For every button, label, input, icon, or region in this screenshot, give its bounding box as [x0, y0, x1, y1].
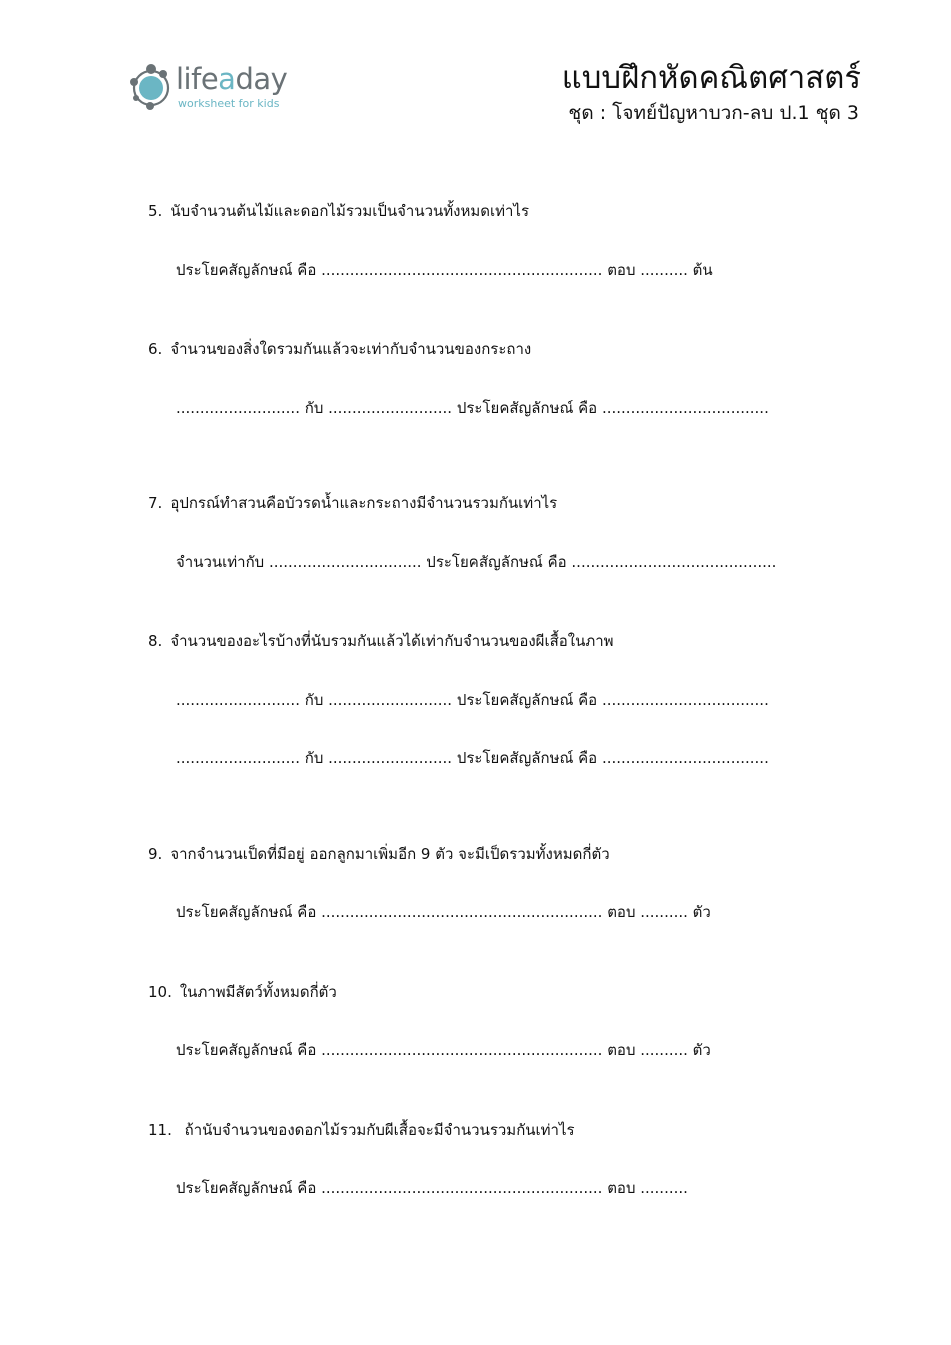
logo-wordmark — [176, 62, 287, 96]
question-text: จำนวนของอะไรบ้างที่นับรวมกันแล้วได้เท่ากับจำนวนของผีเสื้อในภาพ — [170, 632, 614, 650]
question-8 — [148, 631, 614, 651]
question-text: จากจำนวนเป็ดที่มีอยู่ ออกลูกมาเพิ่มอีก 9 ตัว จะมีเป็ดรวมทั้งหมดกี่ตัว — [170, 845, 610, 863]
question-number: 10. — [148, 983, 172, 1001]
answer-line: ประโยคสัญลักษณ์ คือ ........................................................... ตอบ .......... — [176, 1179, 688, 1197]
worksheet-subtitle: ชุด : โจทย์ปัญหาบวก-ลบ ป.1 ชุด 3 — [568, 102, 859, 124]
question-11 — [148, 1120, 575, 1140]
question-10 — [148, 982, 337, 1002]
answer-line: .......................... กับ .......................... ประโยคสัญลักษณ์ คือ ................................... — [176, 749, 769, 767]
answer-line: .......................... กับ .......................... ประโยคสัญลักษณ์ คือ ................................... — [176, 399, 769, 417]
question-number: 8. — [148, 632, 163, 650]
answer-line: จำนวนเท่ากับ ................................ ประโยคสัญลักษณ์ คือ ........................................... — [176, 553, 777, 571]
question-text: อุปกรณ์ทำสวนคือบัวรดน้ำและกระถางมีจำนวนรวมกันเท่าไร — [170, 494, 558, 512]
logo-wordmark-suffix: day — [235, 62, 288, 96]
question-6 — [148, 339, 531, 359]
question-5 — [148, 201, 529, 221]
question-9 — [148, 844, 610, 864]
question-text: ในภาพมีสัตว์ทั้งหมดกี่ตัว — [179, 983, 337, 1001]
answer-line: .......................... กับ .......................... ประโยคสัญลักษณ์ คือ ................................... — [176, 691, 769, 709]
answer-line: ประโยคสัญลักษณ์ คือ ........................................................... ตอบ .......... ตัว — [176, 903, 711, 921]
molecule-icon — [126, 60, 176, 114]
logo-wordmark-accent: a — [218, 62, 236, 96]
worksheet-title: แบบฝึกหัดคณิตศาสตร์ — [561, 60, 861, 96]
answer-line: ประโยคสัญลักษณ์ คือ ........................................................... ตอบ .......... ตัว — [176, 1041, 711, 1059]
logo-tagline: worksheet for kids — [178, 97, 280, 110]
question-number: 7. — [148, 494, 163, 512]
question-7 — [148, 493, 557, 513]
question-text: จำนวนของสิ่งใดรวมกันแล้วจะเท่ากับจำนวนของกระถาง — [170, 340, 532, 358]
question-text: นับจำนวนต้นไม้และดอกไม้รวมเป็นจำนวนทั้งหมดเท่าไร — [170, 202, 530, 220]
answer-line: ประโยคสัญลักษณ์ คือ ........................................................... ตอบ .......... ต้น — [176, 261, 713, 279]
question-number: 9. — [148, 845, 163, 863]
question-text: ถ้านับจำนวนของดอกไม้รวมกับผีเสื้อจะมีจำนวนรวมกันเท่าไร — [179, 1121, 575, 1139]
lifeaday-logo — [126, 60, 316, 116]
question-number: 5. — [148, 202, 163, 220]
question-number: 11. — [148, 1121, 172, 1139]
question-number: 6. — [148, 340, 163, 358]
logo-wordmark-prefix: life — [176, 62, 219, 96]
